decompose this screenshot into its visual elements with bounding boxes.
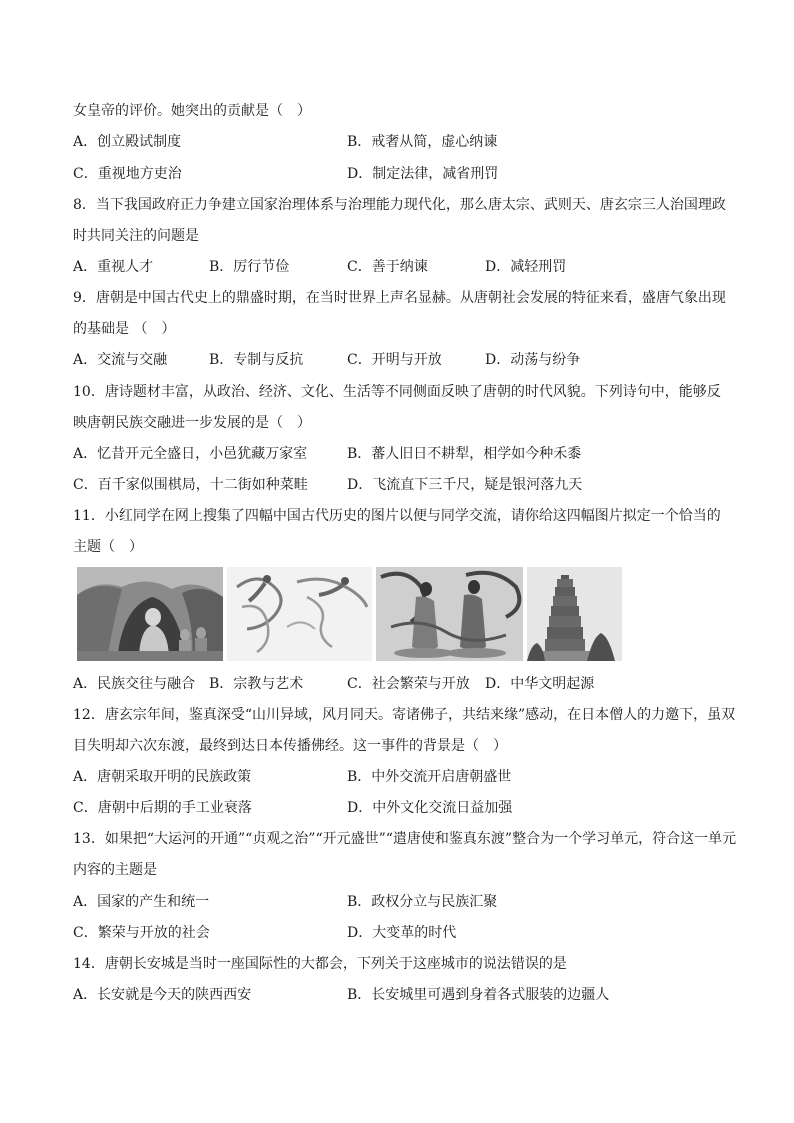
q14-stem-line1: 14．唐朝长安城是当时一座国际性的大都会，下列关于这座城市的说法错误的是 — [73, 956, 567, 972]
q12-stem-line1: 12．唐玄宗年间，鉴真深受“山川异域，风月同天。寄诸佛子，共结来缘”感动，在日本僧人的力邀下，虽双 — [73, 707, 736, 723]
q12-option-a: A．唐朝采取开明的民族政策 — [73, 769, 252, 785]
q9-option-d: D．动荡与纷争 — [485, 352, 581, 368]
q8-stem-line2: 时共同关注的问题是 — [73, 228, 199, 244]
q14-option-b: B．长安城里可遇到身着各式服装的边疆人 — [347, 987, 610, 1003]
q13-option-c: C．繁荣与开放的社会 — [73, 925, 210, 941]
q11-stem-line2: 主题（ ） — [73, 539, 143, 555]
q12-stem-line2: 目失明却六次东渡，最终到达日本传播佛经。这一事件的背景是（ ） — [73, 738, 507, 754]
q9-stem-line1: 9．唐朝是中国古代史上的鼎盛时期，在当时世界上声名显赫。从唐朝社会发展的特征来看，盛唐气象出现 — [73, 290, 726, 306]
q9-option-a: A．交流与交融 — [73, 352, 168, 368]
q10-stem-line2: 映唐朝民族交融进一步发展的是（ ） — [73, 415, 311, 431]
q7-stem: 女皇帝的评价。她突出的贡献是（ ） — [73, 103, 311, 119]
flying-apsaras-image — [227, 567, 372, 661]
q8-option-b: B．厉行节俭 — [209, 259, 290, 275]
q10-option-c: C．百千家似围棋局，十二街如种菜畦 — [73, 477, 308, 493]
q7-option-d: D．制定法律，减省刑罚 — [347, 166, 499, 182]
q10-option-a: A．忆昔开元全盛日，小邑犹藏万家室 — [73, 446, 308, 462]
q13-stem-line1: 13．如果把“大运河的开通”“贞观之治”“开元盛世”“遣唐使和鉴真东渡”整合为一个学习单元，符合这一单元 — [73, 831, 737, 847]
q11-option-d: D．中华文明起源 — [485, 676, 595, 692]
q13-option-b: B．政权分立与民族汇聚 — [347, 894, 498, 910]
q8-option-c: C．善于纳谏 — [347, 259, 428, 275]
q8-option-d: D．减轻刑罚 — [485, 259, 567, 275]
q10-option-b: B．蕃人旧日不耕犁，相学如今种禾黍 — [347, 446, 582, 462]
q14-option-a: A．长安就是今天的陕西西安 — [73, 987, 252, 1003]
q12-option-c: C．唐朝中后期的手工业衰落 — [73, 800, 252, 816]
q12-option-d: D．中外文化交流日益加强 — [347, 800, 513, 816]
q8-option-a: A．重视人才 — [73, 259, 154, 275]
q7-option-b: B．戒奢从简，虚心纳谏 — [347, 134, 498, 150]
q13-option-a: A．国家的产生和统一 — [73, 894, 210, 910]
q9-stem-line2: 的基础是 （ ） — [73, 321, 176, 337]
q11-option-c: C．社会繁荣与开放 — [347, 676, 470, 692]
q8-stem-line1: 8．当下我国政府正力争建立国家治理体系与治理能力现代化，那么唐太宗、武则天、唐玄宗三人治国理政 — [73, 197, 726, 213]
grotto-buddha-image — [77, 567, 223, 661]
q13-option-d: D．大变革的时代 — [347, 925, 457, 941]
q9-option-b: B．专制与反抗 — [209, 352, 304, 368]
q11-option-a: A．民族交往与融合 — [73, 676, 196, 692]
q7-option-c: C．重视地方吏治 — [73, 166, 182, 182]
q12-option-b: B．中外交流开启唐朝盛世 — [347, 769, 512, 785]
q11-option-b: B．宗教与艺术 — [209, 676, 304, 692]
dancers-mural-image — [376, 567, 523, 661]
q13-stem-line2: 内容的主题是 — [73, 862, 157, 878]
q9-option-c: C．开明与开放 — [347, 352, 442, 368]
q10-stem-line1: 10．唐诗题材丰富，从政治、经济、文化、生活等不同侧面反映了唐朝的时代风貌。下列诗句中，能够反 — [73, 384, 721, 400]
pagoda-image — [527, 567, 622, 661]
q10-option-d: D．飞流直下三千尺，疑是银河落九天 — [347, 477, 583, 493]
q11-stem-line1: 11．小红同学在网上搜集了四幅中国古代历史的图片以便与同学交流，请你给这四幅图片拟定一个恰当的 — [73, 508, 721, 524]
q7-option-a: A．创立殿试制度 — [73, 134, 182, 150]
